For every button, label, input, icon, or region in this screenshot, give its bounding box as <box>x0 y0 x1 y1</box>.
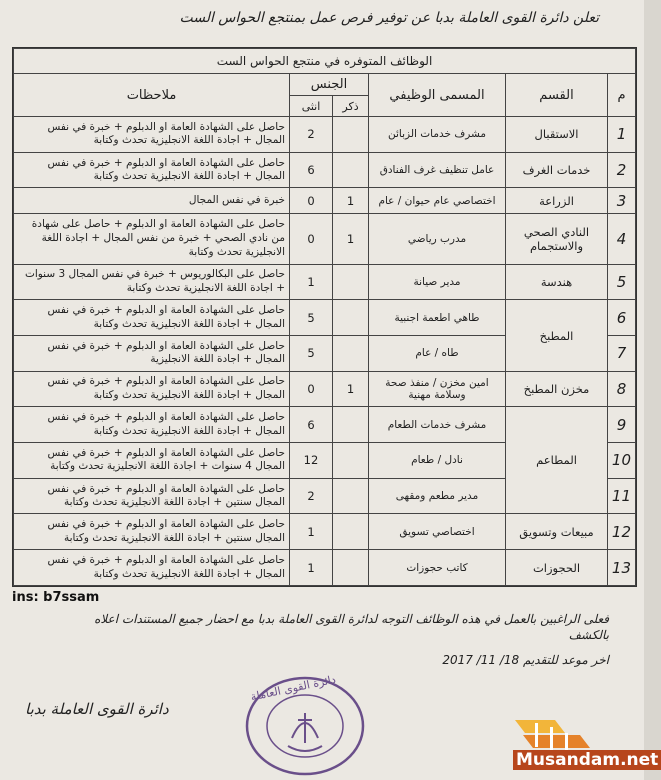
table-row <box>14 300 636 336</box>
row-male-count: 1 <box>333 371 369 407</box>
row-female-count: 0 <box>290 188 333 213</box>
row-male-count <box>333 478 369 514</box>
row-notes: حاصل على الشهادة العامة او الدبلوم + خبرة في نفس المجال + اجادة اللغة الانجليزية تحدث وكتابة <box>14 152 290 188</box>
row-male-count: 1 <box>333 188 369 213</box>
row-department: هندسة <box>506 264 608 300</box>
table-row <box>14 188 636 213</box>
table-row <box>14 550 636 586</box>
table-title: الوظائف المتوفره في منتجع الحواس الست <box>14 49 636 74</box>
row-job-title: نادل / طعام <box>369 443 506 479</box>
row-job-title: امين مخزن / منفذ صحة وسلامة مهنية <box>369 371 506 407</box>
row-number: 1 <box>608 117 636 153</box>
row-number: 11 <box>608 478 636 514</box>
row-number: 10 <box>608 443 636 479</box>
row-male-count <box>333 336 369 372</box>
row-job-title: كاتب حجوزات <box>369 550 506 586</box>
row-department: المطاعم <box>506 407 608 514</box>
row-female-count: 6 <box>290 407 333 443</box>
table-row <box>14 152 636 188</box>
row-job-title: مدرب رياضي <box>369 213 506 264</box>
row-female-count: 1 <box>290 514 333 550</box>
row-department: المطبخ <box>506 300 608 371</box>
row-job-title: مدير مطعم ومقهى <box>369 478 506 514</box>
row-female-count: 2 <box>290 117 333 153</box>
row-job-title: اختصاصي عام حيوان / عام <box>369 188 506 213</box>
announcement-header: تعلن دائرة القوى العاملة بدبا عن توفير فرص عمل بمنتجع الحواس الست <box>179 10 599 26</box>
row-male-count <box>333 300 369 336</box>
signature: دائرة القوى العاملة بدبا <box>25 700 169 718</box>
table-row <box>14 117 636 153</box>
row-notes: حاصل على الشهادة العامة او الدبلوم + خبرة في نفس المجال + اجادة اللغة الانجليزية تحدث وكتابة <box>14 550 290 586</box>
row-number: 8 <box>608 371 636 407</box>
table-row <box>14 407 636 443</box>
row-notes: حاصل على الشهادة العامة او الدبلوم + خبرة في نفس المجال + اجادة اللغة الانجليزية تحدث وكتابة <box>14 407 290 443</box>
row-male-count <box>333 264 369 300</box>
row-male-count <box>333 407 369 443</box>
row-department: مخزن المطبخ <box>506 371 608 407</box>
row-male-count <box>333 550 369 586</box>
row-job-title: طاه / عام <box>369 336 506 372</box>
table-title-row <box>14 49 636 74</box>
row-notes: حاصل على الشهادة العامة او الدبلوم + خبرة في نفس المجال + اجادة اللغة الانجليزية <box>14 336 290 372</box>
row-male-count <box>333 117 369 153</box>
row-female-count: 0 <box>290 213 333 264</box>
col-header-female: انثى <box>290 96 333 117</box>
row-notes: حاصل على الشهادة العامة او الدبلوم + خبرة في نفس المجال + اجادة اللغة الانجليزية تحدث وكتابة <box>14 300 290 336</box>
row-male-count: 1 <box>333 213 369 264</box>
footer-instruction: فعلى الراغبين بالعمل في هذه الوظائف التوجه لدائرة القوى العاملة بدبا مع احضار جميع المستندات اعلاه <box>94 612 609 626</box>
row-female-count: 6 <box>290 152 333 188</box>
row-notes: حاصل على البكالوريوس + خبرة في نفس المجال 3 سنوات + اجادة اللغة الانجليزية تحدث وكتابة <box>14 264 290 300</box>
row-male-count <box>333 152 369 188</box>
row-female-count: 2 <box>290 478 333 514</box>
row-notes: حاصل على الشهادة العامة او الدبلوم + حاصل على شهادة من نادي الصحي + خبرة من نفس المجال + اجادة اللغة الانجليزية تحدث وكتابة <box>14 213 290 264</box>
table-row <box>14 213 636 264</box>
row-female-count: 5 <box>290 336 333 372</box>
table-row <box>14 264 636 300</box>
row-number: 4 <box>608 213 636 264</box>
row-number: 7 <box>608 336 636 372</box>
row-number: 6 <box>608 300 636 336</box>
row-notes: حاصل على الشهادة العامة او الدبلوم + خبرة في نفس المجال + اجادة اللغة الانجليزية تحدث وكتابة <box>14 117 290 153</box>
musandam-watermark: Musandam.net <box>513 750 661 770</box>
row-number: 3 <box>608 188 636 213</box>
row-department: مبيعات وتسويق <box>506 514 608 550</box>
row-number: 9 <box>608 407 636 443</box>
official-stamp-icon <box>240 668 370 778</box>
row-number: 12 <box>608 514 636 550</box>
row-department: الحجوزات <box>506 550 608 586</box>
row-female-count: 1 <box>290 550 333 586</box>
row-department: خدمات الغرف <box>506 152 608 188</box>
jobs-table <box>12 47 637 587</box>
row-department: النادي الصحي والاستجمام <box>506 213 608 264</box>
row-female-count: 12 <box>290 443 333 479</box>
row-job-title: مشرف خدمات الطعام <box>369 407 506 443</box>
footer-instruction-cont: بالكشف <box>568 628 609 642</box>
row-female-count: 1 <box>290 264 333 300</box>
table-header-row <box>14 74 636 96</box>
row-job-title: اختصاصي تسويق <box>369 514 506 550</box>
svg-text:دائرة القوى العاملة: دائرة القوى العاملة <box>249 672 337 704</box>
row-number: 2 <box>608 152 636 188</box>
row-notes: حاصل على الشهادة العامة او الدبلوم + خبرة في نفس المجال + اجادة اللغة الانجليزية تحدث وكتابة <box>14 371 290 407</box>
row-notes: حاصل على الشهادة العامة او الدبلوم + خبرة في نفس المجال سنتين + اجادة اللغة الانجليزية تحدث وكتابة <box>14 514 290 550</box>
footer-deadline: اخر موعد للتقديم 18/ 11/ 2017 <box>442 653 609 667</box>
row-department: الزراعة <box>506 188 608 213</box>
row-notes: حاصل على الشهادة العامة او الدبلوم + خبرة في نفس المجال سنتين + اجادة اللغة الانجليزية تحدث وكتابة <box>14 478 290 514</box>
row-department: الاستقبال <box>506 117 608 153</box>
row-job-title: عامل تنظيف غرف الفنادق <box>369 152 506 188</box>
col-header-department: القسم <box>506 74 608 117</box>
row-number: 5 <box>608 264 636 300</box>
row-number: 13 <box>608 550 636 586</box>
row-female-count: 5 <box>290 300 333 336</box>
row-male-count <box>333 443 369 479</box>
row-notes: حاصل على الشهادة العامة او الدبلوم + خبرة في نفس المجال 4 سنوات + اجادة اللغة الانجليزية تحدث وكتابة <box>14 443 290 479</box>
row-job-title: مدير صيانة <box>369 264 506 300</box>
col-header-male: ذكر <box>333 96 369 117</box>
col-header-no: م <box>608 74 636 117</box>
col-header-notes: ملاحظات <box>14 74 290 117</box>
row-job-title: مشرف خدمات الزبائن <box>369 117 506 153</box>
col-header-job-title: المسمى الوظيفي <box>369 74 506 117</box>
table-row <box>14 371 636 407</box>
ins-watermark-label: ins: b7ssam <box>12 590 100 605</box>
row-notes: خبرة في نفس المجال <box>14 188 290 213</box>
row-female-count: 0 <box>290 371 333 407</box>
col-header-gender: الجنس <box>290 74 369 96</box>
table-row <box>14 514 636 550</box>
row-job-title: طاهي اطعمة اجنبية <box>369 300 506 336</box>
row-male-count <box>333 514 369 550</box>
